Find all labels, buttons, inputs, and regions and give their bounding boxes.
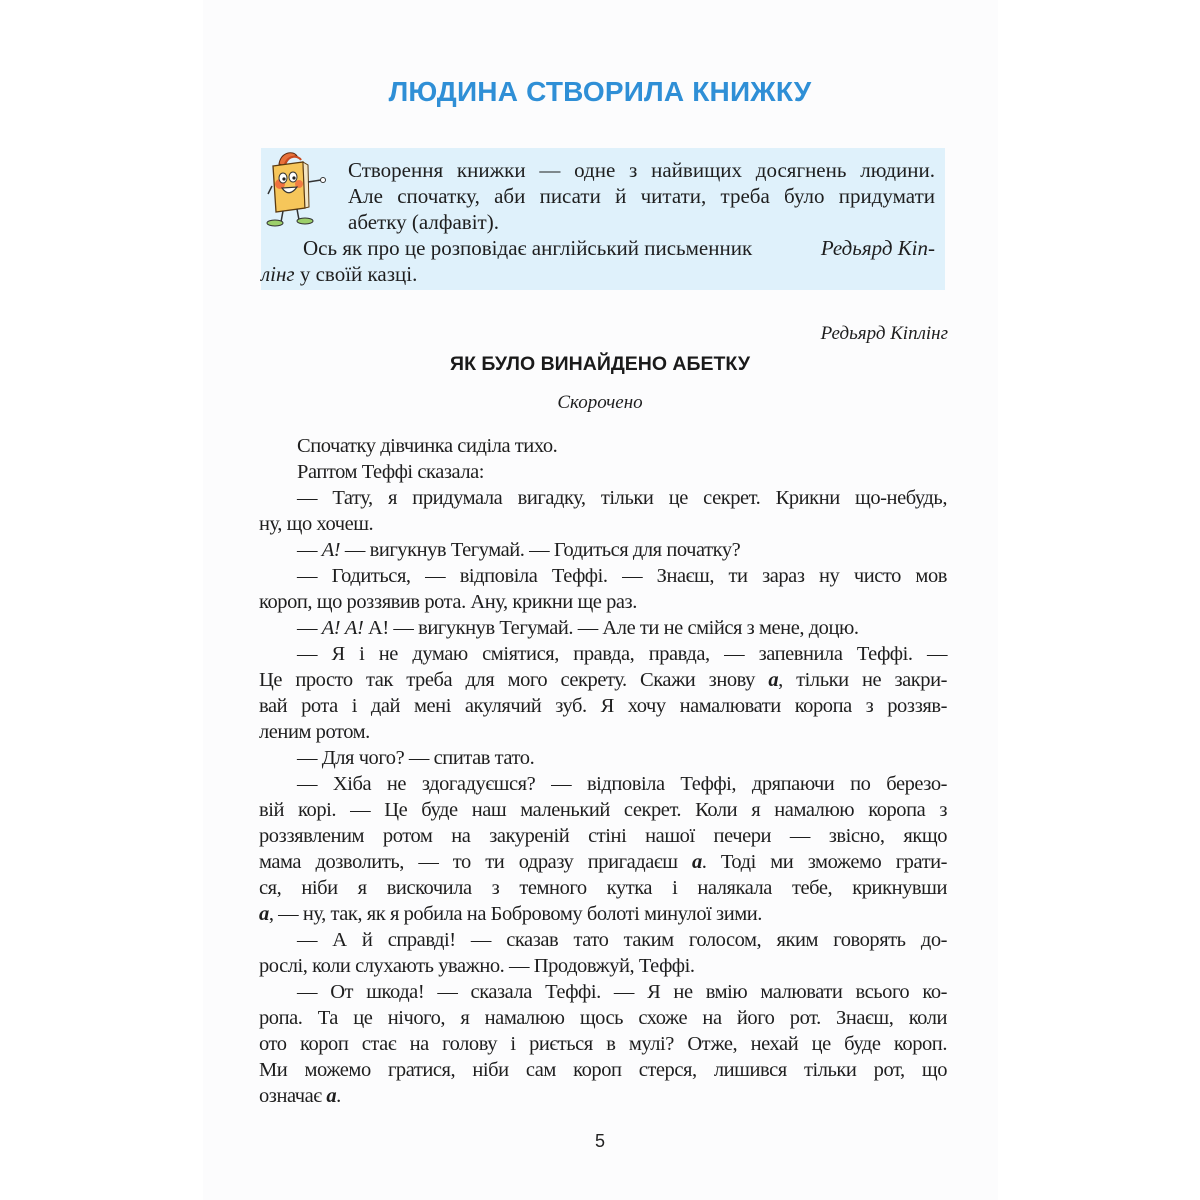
body-line: Це просто так треба для мого секрету. Скажи знову а, тільки не закри- [259,669,948,691]
body-line: ну, що хочеш. [259,513,374,535]
body-line: — Тату, я придумала вигадку, тільки це секрет. Крикни що-небудь, [297,487,947,509]
body-line: — Для чого? — спитав тато. [297,747,535,769]
page-number: 5 [594,1131,605,1151]
body-line: роззявленим ротом на закуреній стіні нашої печери — звісно, якщо [259,825,947,847]
body-line: ся, ніби я вискочила з темного кутка і налякала тебе, крикнувши [259,877,947,899]
body-line: Спочатку дівчинка сиділа тихо. [297,435,558,457]
intro-line: Але спочатку, аби писати й читати, треба було придумати [348,184,935,208]
body-line: а, — ну, так, як я робила на Бобровому болоті минулої зими. [259,903,762,925]
intro-line: абетку (алфавіт). [348,210,499,234]
body-line: — Годиться, — відповіла Теффі. — Знаєш, ти зараз ну чисто мов [297,565,947,587]
body-line: ото короп стає на голову і риється в мулі? Отже, нехай це буде короп. [259,1033,947,1055]
body-line: — От шкода! — сказала Теффі. — Я не вмію малювати всього ко- [297,981,947,1003]
intro-line [303,235,935,261]
body-line: вай рота і дай мені акулячий зуб. Я хочу намалювати коропа з роззяв- [259,695,947,717]
intro-line-text: Ось як про це розповідає англійський письменник [303,236,753,260]
body-line: — А й справді! — сказав тато таким голосом, яким говорять до- [297,929,947,951]
body-line: означає а. [259,1085,341,1107]
body-line: Раптом Теффі сказала: [297,461,485,483]
book-mascot-icon [263,150,329,230]
body-line: мама дозволить, — то ти одразу пригадаєш а. Тоді ми зможемо грати- [259,851,947,873]
body-line: вій корі. — Це буде наш маленький секрет. Коли я намалюю коропа з [259,799,947,821]
intro-line: Створення книжки — одне з найвищих досягнень людини. [348,158,935,182]
intro-line-text: у своїй казці. [299,262,418,286]
abridged-note: Скорочено [557,392,643,413]
body-line: — Я і не думаю сміятися, правда, правда, — запевнила Теффі. — [297,643,947,665]
intro-author-name-end: лінг [261,262,295,286]
intro-line [261,261,893,287]
body-line: — А! — вигукнув Тегумай. — Годиться для початку? [297,539,741,561]
body-line: Ми можемо гратися, ніби сам короп стерся, лишився тільки рот, що [259,1059,947,1081]
story-author: Редьярд Кіплінг [820,323,948,344]
body-line: рослі, коли слухають уважно. — Продовжуй, Теффі. [259,955,695,977]
body-line: леним ротом. [259,721,370,743]
body-line: — Хіба не здогадуєшся? — відповіла Теффі, дряпаючи по березо- [297,773,947,795]
story-title: ЯК БУЛО ВИНАЙДЕНО АБЕТКУ [450,353,750,375]
chapter-title: ЛЮДИНА СТВОРИЛА КНИЖКУ [388,76,812,107]
body-line: короп, що роззявив рота. Ану, крикни ще раз. [259,591,637,613]
body-line: ропа. Та це нічого, я намалюю щось схоже на його рот. Знаєш, коли [259,1007,947,1029]
intro-author-name: Редьярд Кіп- [820,236,935,260]
body-line: — А! А! А! — вигукнув Тегумай. — Але ти не смійся з мене, доцю. [297,617,859,639]
